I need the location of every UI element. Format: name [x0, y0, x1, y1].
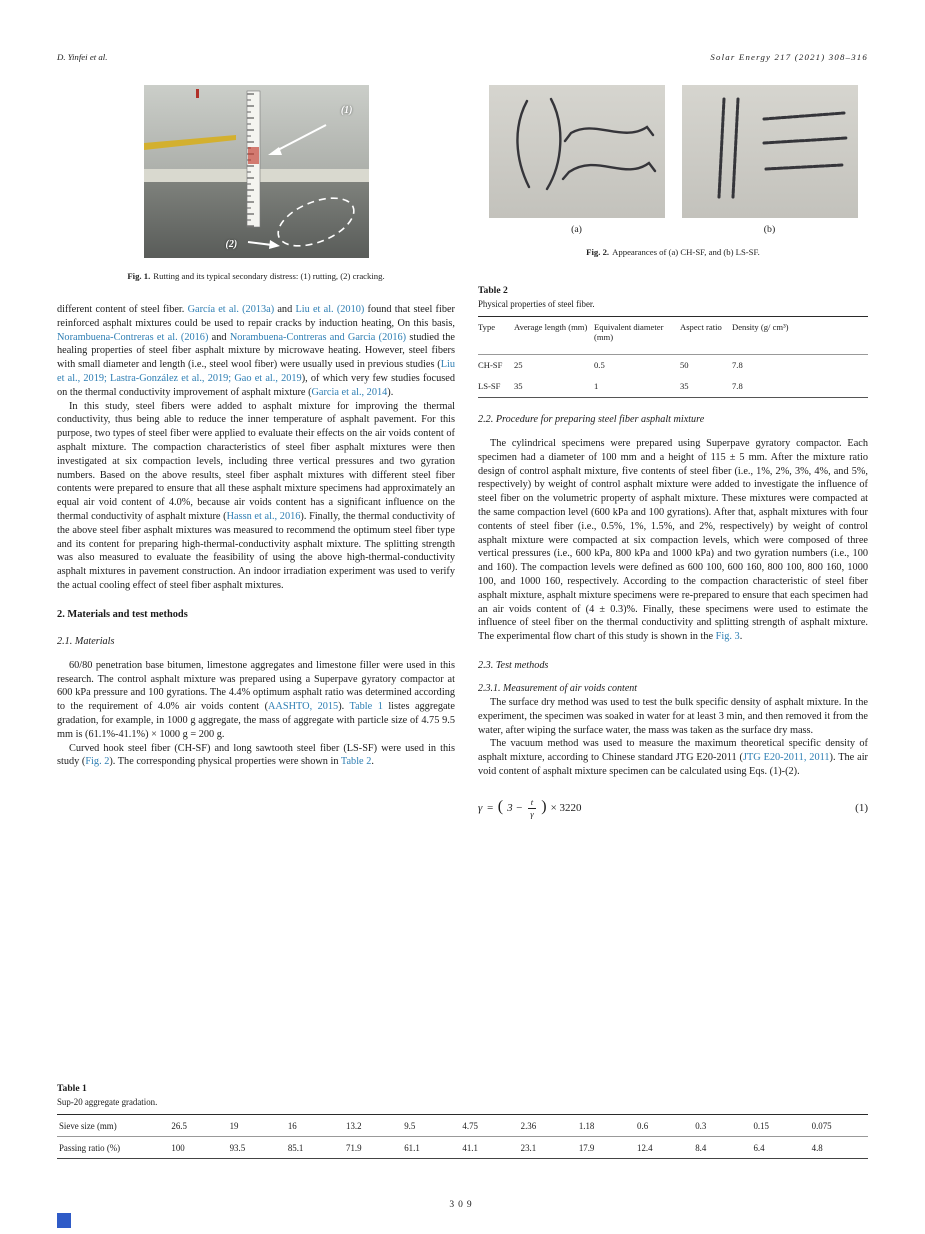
- paragraph-study-overview: [57, 400, 455, 593]
- figure-1-caption-text: Rutting and its typical secondary distress: (1) rutting, (2) cracking.: [153, 271, 385, 281]
- table-cell: 0.6: [637, 1120, 649, 1131]
- table-cell: 0.3: [695, 1120, 707, 1131]
- citation-link[interactable]: Fig. 2: [85, 756, 110, 768]
- page-header: [57, 52, 868, 62]
- figure-2-caption-text: Appearances of (a) CH-SF, and (b) LS-SF.: [612, 247, 760, 257]
- equation-1: [478, 797, 868, 819]
- table-cell: 23.1: [520, 1142, 537, 1153]
- table-cell: 35: [680, 381, 689, 391]
- table-cell: 7.8: [732, 360, 743, 370]
- table-cell: 41.1: [462, 1142, 478, 1153]
- paragraph-materials: [57, 659, 455, 742]
- table-header-cell: Average length (mm): [514, 322, 588, 332]
- table-cell: 2.36: [520, 1120, 537, 1131]
- publisher-logo: [57, 1213, 71, 1228]
- table-cell: 93.5: [229, 1142, 246, 1153]
- table-cell: 35: [514, 381, 523, 391]
- table-cell: 61.1: [404, 1142, 420, 1153]
- table-cell: 26.5: [171, 1120, 187, 1131]
- citation-link[interactable]: Table 1: [349, 701, 383, 713]
- table-header-cell: Aspect ratio: [680, 322, 722, 332]
- text-run: .: [371, 756, 374, 768]
- ls-sf-fibers-graphic: [682, 85, 858, 218]
- text-run: ).: [387, 386, 394, 398]
- ch-sf-fibers-graphic: [489, 85, 665, 218]
- table-2: [478, 285, 868, 398]
- table-header-row: [478, 317, 868, 355]
- equation-1-number: (1): [855, 801, 868, 814]
- table-cell: 0.15: [753, 1120, 769, 1131]
- text-run: In this study, steel fibers were added to asphalt mixture for improving the thermal conductivity, thus being able to reduce the inner temperature of asphalt pavement. For this purpose, two types of steel fiber were applied to evaluate their effects on the air voids content of asphalt mixture. The compaction characteristics of steel fiber asphalt mixtures were then investigated at six compaction levels, including three vertical pressures and two gyration numbers. Based on the above results, steel fiber asphalt mixtures with different steel fiber contents were prepared to ensure that all these asphalt mixture specimens had approximately an equal air void content of 4.0%, because air voids content has a significant influence on the thermal conductivity of asphalt mixture (: [57, 400, 455, 522]
- table-cell: 71.9: [346, 1142, 362, 1153]
- table-cell: 9.5: [404, 1120, 416, 1131]
- text-run: studied the healing properties of steel fiber asphalt mixture by microwave heating. However, steel fibers with small diameter and length (i.e., steel wool fiber) were usually used in previous studies (: [57, 331, 456, 371]
- table-row: [478, 355, 868, 377]
- table-cell: 4.75: [462, 1120, 478, 1131]
- table-cell: LS-SF: [478, 381, 501, 391]
- paragraph-vacuum-method: [478, 737, 868, 778]
- figure-1-caption: [57, 271, 455, 281]
- paragraph-surface-dry: The surface dry method was used to test the bulk specific density of asphalt mixture. In the experiment, the specimen was soaked in water for at least 3 min, and then removed it from the water, after wiping the surface water, the mass was taken as the surface dry mass.: [478, 696, 868, 736]
- table-cell: 19: [229, 1120, 239, 1131]
- table-cell: 1.18: [578, 1120, 595, 1131]
- table-cell: 0.5: [594, 360, 605, 370]
- citation-link[interactable]: Liu et al. (2010): [295, 304, 365, 315]
- section-2-3-heading: 2.3. Test methods: [478, 659, 549, 671]
- figure-1-annotation-rutting: (1): [340, 105, 353, 116]
- paragraph-procedure: [478, 437, 868, 644]
- text-run: and: [208, 331, 230, 343]
- table-header-cell: Type: [478, 322, 496, 332]
- figure-2-photo-b: [682, 85, 858, 218]
- table-1: [57, 1083, 868, 1159]
- road-rutting-photo-graphic: [144, 85, 369, 258]
- table-cell: 6.4: [753, 1142, 765, 1153]
- text-run: Curved hook steel fiber (CH-SF) and long sawtooth steel fiber (LS-SF) were used in this study (: [57, 742, 455, 768]
- table-cell: 100: [171, 1142, 185, 1153]
- table-cell: 85.1: [287, 1142, 304, 1153]
- figure-2-label-b: (b): [763, 224, 776, 235]
- text-run: found that steel fiber reinforced asphalt mixtures could be used to repair cracks by induction heating, On this basis,: [57, 304, 455, 329]
- section-2-heading: 2. Materials and test methods: [57, 608, 188, 620]
- table-1-label: Table 1: [57, 1083, 87, 1094]
- text-run: ).: [338, 701, 350, 713]
- text-run: 60/80 penetration base bitumen, limestone aggregates and limestone filler were used in this research. The control asphalt mixture was prepared using a Superpave gyratory compactor at 600 kPa pressure and 100 gyrations. The 4.4% optimum asphalt ratio was determined according to the requirement of 4.0% air voids content (: [57, 659, 455, 713]
- table-cell: 12.4: [637, 1142, 653, 1153]
- table-header-cell: Density (g/ cm³): [732, 322, 789, 332]
- paragraph-fiber-types: [57, 742, 455, 770]
- equation-1-fraction: $\frac{t}{\gamma}$: [528, 797, 536, 819]
- citation-link[interactable]: Norambuena-Contreras et al. (2016): [57, 331, 209, 343]
- text-run: and: [274, 304, 296, 315]
- left-column: [57, 85, 455, 769]
- figure-2-caption: [478, 247, 868, 257]
- citation-link[interactable]: Hassn et al., 2016: [226, 510, 301, 522]
- citation-link[interactable]: JTG E20-2011, 2011: [742, 752, 830, 764]
- text-run: ), of which very few studies focused on the thermal conductivity improvement of asphalt mixture (: [57, 372, 455, 398]
- section-2-3-1-heading: 2.3.1. Measurement of air voids content: [478, 682, 638, 694]
- figure-2-photo-a: [489, 85, 665, 218]
- figure-2-photos: [478, 85, 868, 218]
- figure-1-annotation-cracking: (2): [225, 239, 238, 250]
- table-cell: 25: [514, 360, 523, 370]
- table-cell: CH-SF: [478, 360, 503, 370]
- citation-link[interactable]: Norambuena-Contreras and Garcia (2016): [229, 331, 407, 343]
- figure-2-label-a: (a): [571, 224, 582, 235]
- figure-2-sublabels: [478, 224, 868, 235]
- paragraph-intro-continued: [57, 303, 455, 400]
- row-label-passing-ratio: Passing ratio (%): [59, 1142, 121, 1153]
- table-cell: 17.9: [578, 1142, 595, 1153]
- page-footer: [0, 1200, 925, 1210]
- table-cell: 0.075: [811, 1120, 832, 1131]
- citation-link[interactable]: Table 2: [340, 756, 372, 768]
- equation-1-body: γ = ( 3 − $\frac{t}{\gamma}$ ) × 3220: [478, 796, 582, 819]
- right-column: [478, 85, 868, 819]
- figure-2: [478, 85, 868, 257]
- text-run: ). The corresponding physical properties were shown in: [109, 756, 341, 768]
- table-header-cell: Equivalent diameter (mm): [594, 322, 664, 342]
- text-run: The cylindrical specimens were prepared using Superpave gyratory compactor. Each specimen had a diameter of 100 mm and a height of 115 ± 5 mm. After the mixture ratio design of control asphalt mixture, five contents of steel fiber (i.e., 1%, 2%, 3%, 4%, and 5%, respectively) by weight of control asphalt mixture were added to investigate the influence of steel fiber on the volumetric property of asphalt mixture. These mixtures were compacted at the same compaction level (600 kPa and 100 gyrations). After that, asphalt mixtures with four contents of steel fiber (i.e., 0.5%, 1%, 1.5%, and 2%, respectively) by weight of control asphalt mixture were compacted at six compaction levels, which were composed of three vertical pressures (i.e., 600 kPa, 800 kPa and 1000 kPa) and two gyration numbers (i.e., 100 and 160). The compaction levels were defined as 600 100, 600 160, 800 100, 800 160, 1000 100, and 1000 160, respectively. According to the compaction characteristic of steel fiber asphalt mixture, asphalt mixture specimens were re-prepared to ensure that each specimen had an air voids content of (4 ± 0.3)%. Finally, these specimens were used to estimate the influence of steel fiber on the thermal conductivity and splitting strength of asphalt mixture. The experimental flow chart of this study is shown in the: [478, 438, 868, 643]
- page-number: 309: [449, 1200, 476, 1210]
- text-run: different content of steel fiber.: [57, 304, 188, 315]
- figure-1-caption-label: Fig. 1.: [127, 271, 151, 281]
- text-run: The vacuum method was used to measure the maximum theoretical specific density of asphalt mixture, according to Chinese standard JTG E20-2011 (: [478, 738, 868, 764]
- table-2-grid: [478, 316, 868, 398]
- figure-1-photo: [144, 85, 369, 258]
- section-2-1-heading: 2.1. Materials: [57, 635, 115, 647]
- table-cell: 4.8: [811, 1142, 823, 1153]
- citation-link[interactable]: AASHTO, 2015: [268, 701, 339, 713]
- section-2-2-heading: 2.2. Procedure for preparing steel fiber asphalt mixture: [478, 414, 705, 425]
- row-label-sieve-size: Sieve size (mm): [59, 1120, 117, 1131]
- table-row: [478, 376, 868, 398]
- text-run: .: [739, 631, 743, 643]
- running-journal: Solar Energy 217 (2021) 308–316: [710, 52, 868, 62]
- table-cell: 8.4: [695, 1142, 707, 1153]
- figure-2-caption-label: Fig. 2.: [586, 247, 610, 257]
- text-run: listes aggregate gradation, for example, in 1000 g aggregate, the mass of aggregate with particle size of 4.75 9.5 mm is (61.1%-41.1%) × 1000 g = 200 g.: [57, 701, 455, 740]
- table-row-passing-ratio: [57, 1137, 868, 1159]
- table-1-caption: Sup-20 aggregate gradation.: [57, 1097, 158, 1107]
- table-cell: 50: [680, 360, 689, 370]
- table-2-label: Table 2: [478, 285, 508, 296]
- table-cell: 16: [287, 1120, 297, 1131]
- table-cell: 13.2: [346, 1120, 362, 1131]
- citation-link[interactable]: Garcia et al., 2014: [311, 386, 388, 398]
- table-1-grid: [57, 1114, 868, 1159]
- table-cell: 7.8: [732, 381, 743, 391]
- running-authors: D. Yinfei et al.: [57, 52, 108, 62]
- table-cell: 1: [594, 381, 599, 391]
- citation-link[interactable]: García et al. (2013a): [187, 304, 275, 315]
- figure-1: [57, 85, 455, 281]
- text-run: ). Finally, the thermal conductivity of the above steel fiber asphalt mixtures was measured to recommend the optimum steel fiber type and its content for preparing high-thermal-conductivity asphalt mixture. The splitting strength was also measured to evaluate the feasibility of using the above high-thermal-conductivity asphalt mixtures in pavement construction. An indoor irradiation experiment was used to verify the actual cooling effect of steel fiber asphalt mixtures.: [57, 510, 456, 591]
- text-run: ). The air void content of asphalt mixture specimen can be calculated using Eqs. (1)-(2).: [478, 752, 868, 777]
- citation-link[interactable]: Fig. 3: [715, 631, 740, 643]
- table-row-sieve-size: [57, 1115, 868, 1137]
- citation-link[interactable]: Liu et al., 2019; Lastra-González et al., 2019; Gao et al., 2019: [57, 359, 455, 384]
- table-2-caption: Physical properties of steel fiber.: [478, 299, 595, 309]
